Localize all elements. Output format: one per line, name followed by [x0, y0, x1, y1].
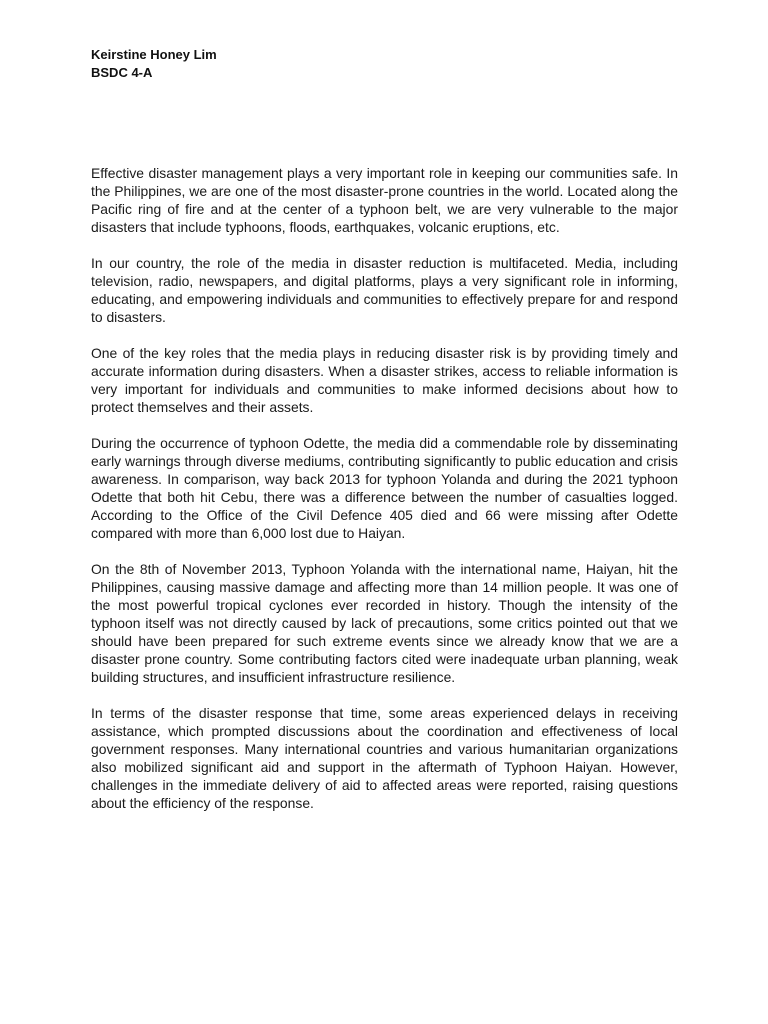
paragraph-disaster-response: In terms of the disaster response that time, some areas experienced delays in receiving assistance, which prompted discussions about the coordination and effectiveness of local government responses. Many international countries and various humanitarian organizations also mobilized significant aid and support in the aftermath of Typhoon Haiyan. However, challenges in the immediate delivery of aid to affected areas were reported, raising questions about the efficiency of the response. [91, 705, 678, 811]
document-header [91, 46, 491, 82]
author-name: Keirstine Honey Lim [91, 47, 217, 62]
paragraph-media-role: In our country, the role of the media in disaster reduction is multifaceted. Media, including television, radio, newspapers, and digital platforms, plays a very significant role in informing, educating, and empowering individuals and communities to effectively prepare for and respond to disasters. [91, 255, 678, 325]
paragraph-yolanda: On the 8th of November 2013, Typhoon Yolanda with the international name, Haiyan, hit the Philippines, causing massive damage and affecting more than 14 million people. It was one of the most powerful tropical cyclones ever recorded in history. Though the intensity of the typhoon itself was not directly caused by lack of precautions, some critics pointed out that we should have been prepared for such extreme events since we already know that we are a disaster prone country. Some contributing factors cited were inadequate urban planning, weak building structures, and insufficient infrastructure resilience. [91, 561, 678, 685]
paragraph-odette: During the occurrence of typhoon Odette, the media did a commendable role by disseminating early warnings through diverse mediums, contributing significantly to public education and crisis awareness. In comparison, way back 2013 for typhoon Yolanda and during the 2021 typhoon Odette that both hit Cebu, there was a difference between the number of casualties logged. According to the Office of the Civil Defence 405 died and 66 were missing after Odette compared with more than 6,000 lost due to Haiyan. [91, 435, 678, 541]
class-section: BSDC 4-A [91, 65, 153, 80]
paragraph-timely-information: One of the key roles that the media plays in reducing disaster risk is by providing timely and accurate information during disasters. When a disaster strikes, access to reliable information is very important for individuals and communities to make informed decisions about how to protect themselves and their assets. [91, 345, 678, 415]
paragraph-intro: Effective disaster management plays a very important role in keeping our communities safe. In the Philippines, we are one of the most disaster-prone countries in the world. Located along the Pacific ring of fire and at the center of a typhoon belt, we are very vulnerable to the major disasters that include typhoons, floods, earthquakes, volcanic eruptions, etc. [91, 165, 678, 235]
essay-body [91, 164, 678, 830]
